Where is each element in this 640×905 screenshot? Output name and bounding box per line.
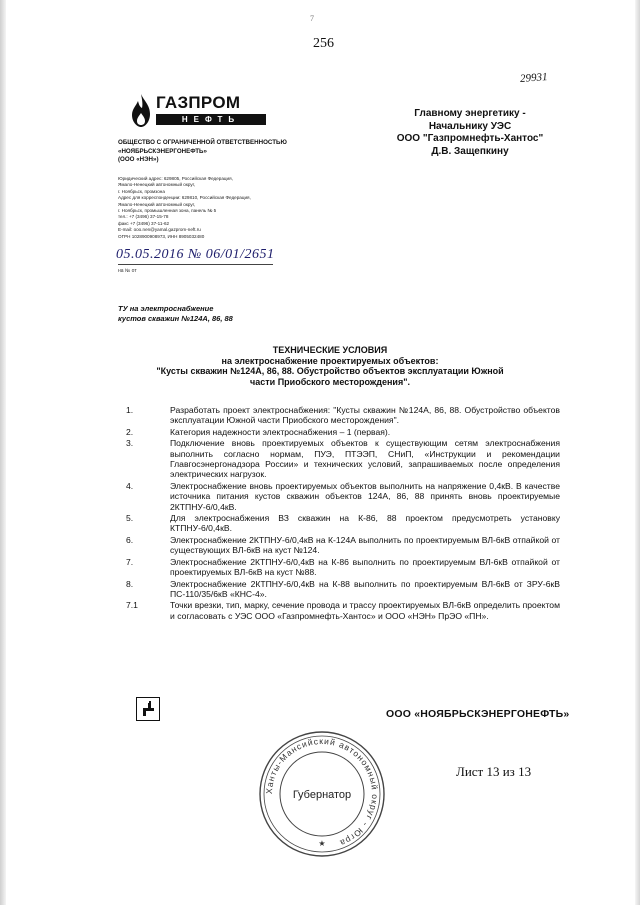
addressee-line: Начальнику УЭС	[428, 120, 512, 132]
org-name-line: ОБЩЕСТВО С ОГРАНИЧЕННОЙ ОТВЕТСТВЕННОСТЬЮ	[118, 139, 287, 146]
list-item	[126, 438, 560, 480]
title-line: части Приобского месторождения".	[250, 376, 410, 387]
item-number: 2.	[126, 426, 134, 437]
official-seal	[256, 728, 388, 860]
document-title	[140, 345, 520, 387]
requisite-line: Ямало-Ненецкий автономный округ,	[118, 182, 196, 188]
organization-name	[118, 139, 308, 165]
item-number: 4.	[126, 480, 134, 491]
organization-requisites	[118, 176, 288, 240]
reference-line: на № от	[118, 268, 137, 274]
page-top-mark: 7	[310, 14, 314, 23]
item-text: Разработать проект электроснабжения: "Кусты скважин №124А, 86, 88. Обустройство объектов эксплуатации Южной части Приобского месторождения".	[170, 405, 560, 426]
item-number: 8.	[126, 578, 134, 589]
footer-company-name: ООО «НОЯБРЬСКЭНЕРГОНЕФТЬ»	[386, 708, 570, 720]
flame-icon	[128, 93, 154, 129]
seal-center-text: Губернатор	[292, 789, 352, 801]
addressee-line: Главному энергетику -	[414, 108, 526, 119]
logo-subtitle: НЕФТЬ	[156, 114, 266, 125]
gazprom-neft-logo	[128, 93, 288, 129]
list-item	[126, 579, 560, 600]
requisite-line: ОГРН 1028900908973, ИНН 8905032480	[118, 233, 205, 239]
page-number: 256	[313, 36, 334, 51]
requisite-line: E-mail: ooo.nen@yamal.gazprom-neft.ru	[118, 227, 201, 233]
addressee-block	[370, 108, 570, 158]
handwritten-date-and-number: 05.05.2016 № 06/01/2651	[116, 247, 275, 262]
item-text: Электроснабжение вновь проектируемых объектов выполнить на напряжение 0,4кВ. В качестве источника питания кустов скважин объектов 124А, 86, 88 принять вновь проектируемые 2КТПНУ-6/0,4кВ.	[170, 480, 560, 512]
scan-edge-right	[635, 0, 640, 905]
date-underline	[118, 264, 273, 265]
list-item	[126, 557, 560, 578]
list-item	[126, 481, 560, 512]
item-text: Точки врезки, тип, марку, сечение провода и трассу проектируемых ВЛ-6кВ определить проектом и согласовать с УЭС ООО «Газпромнефть-Хантос» и ООО «НЭН» ПрЭО «ПН».	[170, 600, 560, 621]
list-item	[126, 513, 560, 534]
item-number: 1.	[126, 405, 134, 415]
item-number: 7.	[126, 556, 134, 567]
svg-text:★: ★	[318, 839, 326, 848]
title-line: ТЕХНИЧЕСКИЕ УСЛОВИЯ	[272, 345, 388, 355]
list-item	[126, 535, 560, 556]
item-text: Подключение вновь проектируемых объектов к существующим сетям электроснабжения выполнить согласно нормам, ПУЭ, ПТЭЭП, СНиП, «Инструкции и рекомендации Главгосэнергонадзора России» и технических условий, запрашиваемых после определения электрических нагрузок.	[170, 438, 560, 480]
list-item	[126, 427, 560, 437]
subject-text: ТУ на электроснабжение	[118, 304, 214, 313]
org-name-line: (ООО «НЭН»)	[118, 156, 159, 163]
org-name-line: «НОЯБРЬСКЭНЕРГОНЕФТЬ»	[118, 147, 207, 155]
logo-wordmark: ГАЗПРОМ	[156, 93, 241, 112]
requisite-line: Ямало-Ненецкий автономный округ,	[118, 201, 196, 207]
item-text: Электроснабжение 2КТПНУ-6/0,4кВ на К-88 выполнить по проектируемым ВЛ-6кВ от ЗРУ-6кВ ПС-110/35/6кВ «КНС-4».	[170, 578, 560, 599]
conditions-list	[126, 405, 560, 622]
requisite-line: Адрес для корреспонденции: 629810, Российская Федерация,	[118, 195, 251, 201]
item-text: Категория надежности электроснабжения – 1 (первая).	[170, 426, 391, 437]
requisite-line: тел.: +7 (3496) 37-15-78	[118, 214, 169, 220]
title-line: на электроснабжение проектируемых объектов:	[221, 355, 439, 366]
item-number: 7.1	[126, 600, 138, 611]
handwritten-registration-number: 29931	[519, 71, 548, 85]
item-text: Электроснабжение 2КТПНУ-6/0,4кВ на К-86 выполнить по проектируемым ВЛ-6кВ отпайкой от проектируемых ВЛ-6кВ на куст №88.	[170, 556, 560, 578]
item-text: Для электроснабжения ВЗ скважин на К-86, 88 проектом предусмотреть установку КТПНУ-6/0,4кВ.	[170, 513, 560, 534]
sheet-number: Лист 13 из 13	[456, 764, 532, 779]
requisite-line: г. Ноябрьск, промзона	[118, 188, 165, 194]
item-number: 5.	[126, 513, 134, 524]
requisite-line: Юридический адрес: 629805, Российская Федерация,	[118, 176, 233, 181]
approval-mark-icon	[136, 697, 160, 721]
title-line: "Кусты скважин №124А, 86, 88. Обустройство объектов эксплуатации Южной	[156, 366, 504, 376]
item-number: 6.	[126, 534, 134, 545]
addressee-line: Д.В. Защепкину	[431, 145, 509, 157]
scan-edge-left	[0, 0, 6, 905]
requisite-line: г. Ноябрьск, промышленная зона, панель № 5	[118, 208, 217, 214]
subject-text: кустов скважин №124А, 86, 88	[118, 313, 233, 323]
seal-ring-text: Ханты-Мансийский автономный округ - Югра	[263, 735, 381, 849]
list-item	[126, 405, 560, 426]
addressee-line: ООО "Газпромнефть-Хантос"	[396, 133, 544, 144]
subject-line	[118, 304, 318, 323]
item-text: Электроснабжение 2КТПНУ-6/0,4кВ на К-124А выполнить по проектируемым ВЛ-6кВ отпайкой от существующих ВЛ-6кВ на куст №124.	[170, 534, 560, 556]
item-number: 3.	[126, 438, 134, 449]
list-item	[126, 600, 560, 621]
requisite-line: факс +7 (3496) 37-11-62	[118, 220, 170, 226]
